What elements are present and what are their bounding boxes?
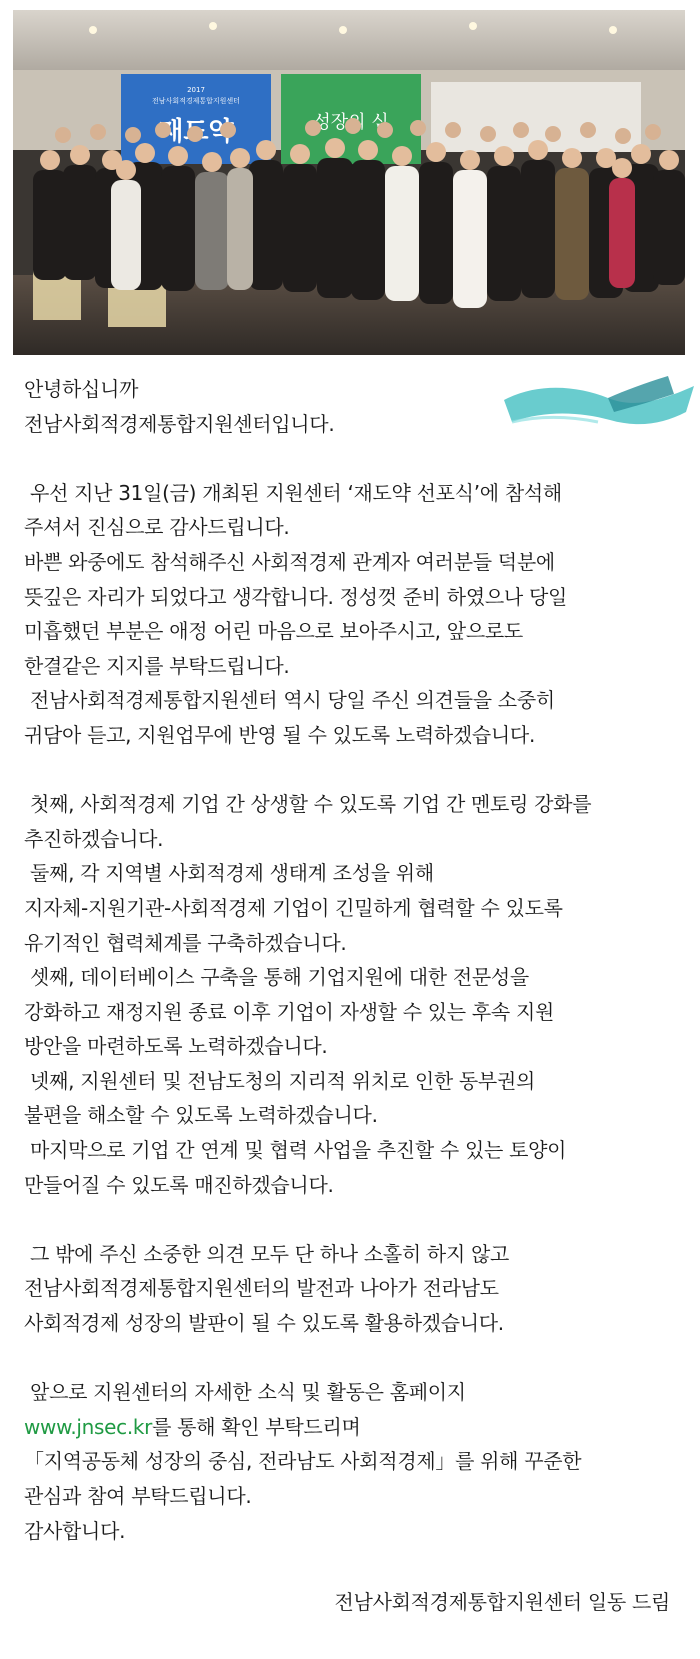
letter-line: 그 밖에 주신 소중한 의견 모두 단 하나 소홀히 하지 않고: [24, 1241, 510, 1266]
letter-line: 만들어질 수 있도록 매진하겠습니다.: [24, 1172, 334, 1197]
signature: 전남사회적경제통합지원센터 일동 드림: [334, 1590, 670, 1614]
sender-line: 전남사회적경제통합지원센터입니다.: [24, 411, 335, 436]
letter-line: 넷째, 지원센터 및 전남도청의 지리적 위치로 인한 동부권의: [24, 1068, 535, 1093]
homepage-link[interactable]: www.jnsec.kr: [24, 1414, 153, 1439]
letter-line: 마지막으로 기업 간 연계 및 협력 사업을 추진할 수 있는 토양이: [24, 1138, 567, 1163]
letter-line: 앞으로 지원센터의 자세한 소식 및 활동은 홈페이지: [24, 1380, 466, 1405]
letter-line: 관심과 참여 부탁드립니다.: [24, 1484, 252, 1508]
thanks-line: 감사합니다.: [24, 1518, 126, 1543]
banner-left-year: 2017: [187, 86, 205, 94]
letter-line: 방안을 마련하도록 노력하겠습니다.: [24, 1034, 328, 1059]
group-photo-illustration: [13, 10, 685, 355]
letter-line: 강화하고 재정지원 종료 이후 기업이 자생할 수 있는 후속 지원: [24, 999, 555, 1024]
url-line: [24, 1410, 684, 1445]
letter-line: 불편을 해소할 수 있도록 노력하겠습니다.: [24, 1103, 378, 1128]
letter-line: 첫째, 사회적경제 기업 간 상생할 수 있도록 기업 간 멘토링 강화를: [24, 792, 592, 817]
letter-line: 주셔서 진심으로 감사드립니다.: [24, 515, 290, 540]
url-suffix: 를 통해 확인 부탁드리며: [152, 1414, 361, 1439]
letter-line: 둘째, 각 지역별 사회적경제 생태계 조성을 위해: [24, 861, 434, 886]
letter-line: 유기적인 협력체계를 구축하겠습니다.: [24, 930, 347, 955]
greeting-line: 안녕하십니까: [24, 377, 139, 401]
banner-right-title: 성장의 심: [313, 112, 389, 133]
letter-line: 셋째, 데이터베이스 구축을 통해 기업지원에 대한 전문성을: [24, 965, 529, 990]
letter-line: 미흡했던 부분은 애정 어린 마음으로 보아주시고, 앞으로도: [24, 619, 523, 644]
blank-line: [24, 1341, 684, 1376]
letter-line: 전남사회적경제통합지원센터의 발전과 나아가 전라남도: [24, 1276, 499, 1301]
blank-line: [24, 753, 684, 788]
letter-line: 「지역공동체 성장의 중심, 전라남도 사회적경제」를 위해 꾸준한: [24, 1449, 582, 1474]
letter-line: 사회적경제 성장의 발판이 될 수 있도록 활용하겠습니다.: [24, 1311, 504, 1336]
letter-line: 뜻깊은 자리가 되었다고 생각합니다. 정성껏 준비 하였으나 당일: [24, 584, 567, 609]
letter-line: 지자체-지원기관-사회적경제 기업이 긴밀하게 협력할 수 있도록: [24, 895, 563, 920]
letter-line: 귀담아 듣고, 지원업무에 반영 될 수 있도록 노력하겠습니다.: [24, 722, 535, 747]
banner-left-org: 전남사회적경제통합지원센터: [152, 97, 240, 105]
letter-line: 우선 지난 31일(금) 개최된 지원센터 ‘재도약 선포식’에 참석해: [24, 480, 562, 505]
letter-line: 바쁜 와중에도 참석해주신 사회적경제 관계자 여러분들 덕분에: [24, 549, 555, 574]
blank-line: [24, 1202, 684, 1237]
letter-line: 전남사회적경제통합지원센터 역시 당일 주신 의견들을 소중히: [24, 688, 555, 713]
group-photo: [13, 10, 685, 355]
blank-line: [24, 441, 684, 476]
letter-body: [24, 372, 684, 1548]
letter-line: 한결같은 지지를 부탁드립니다.: [24, 653, 290, 678]
letter-line: 추진하겠습니다.: [24, 826, 164, 851]
